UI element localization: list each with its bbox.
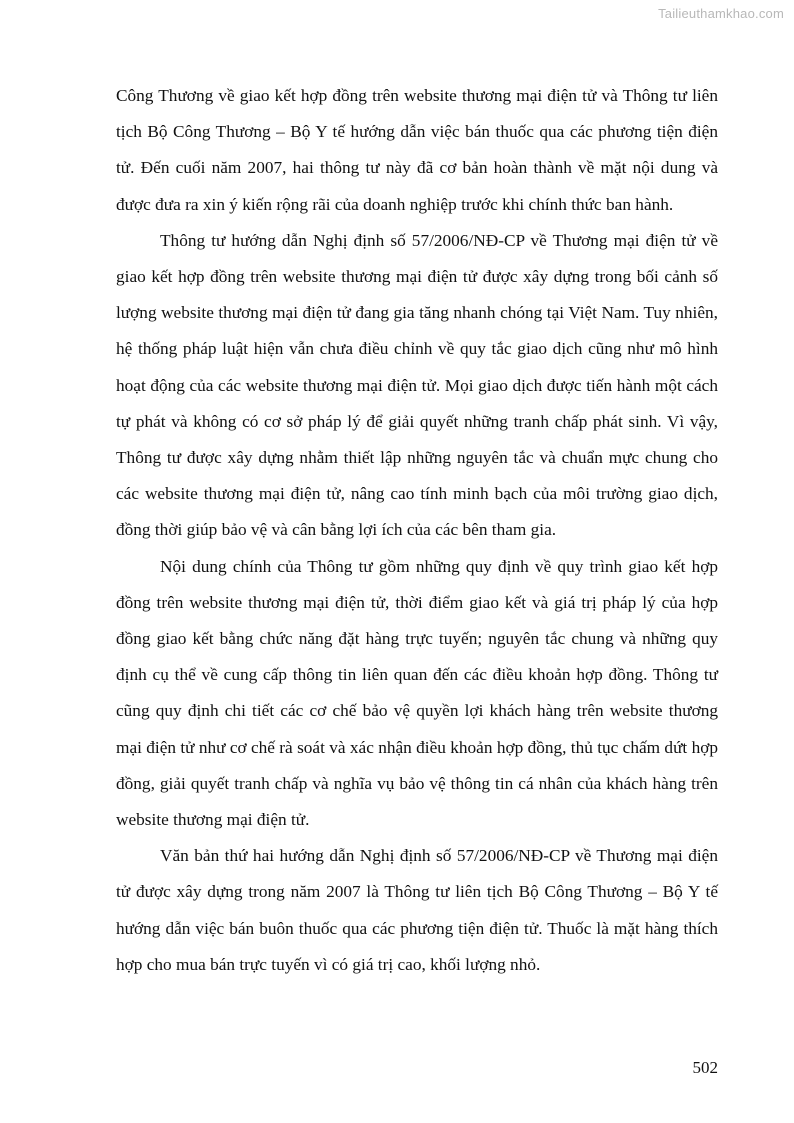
paragraph-continuation: Công Thương về giao kết hợp đồng trên website thương mại điện tử và Thông tư liên tịch Bộ Công Thương – Bộ Y tế hướng dẫn việc bán thuốc qua các phương tiện điện tử. Đến cuối năm 2007, hai thông tư này đã cơ bản hoàn thành về mặt nội dung và được đưa ra xin ý kiến rộng rãi của doanh nghiệp trước khi chính thức ban hành. (116, 86, 718, 214)
page-number: 502 (692, 1058, 718, 1077)
paragraph-circular-background: Thông tư hướng dẫn Nghị định số 57/2006/NĐ-CP về Thương mại điện tử về giao kết hợp đồng trên website thương mại điện tử được xây dựng trong bối cảnh số lượng website thương mại điện tử đang gia tăng nhanh chóng tại Việt Nam. Tuy nhiên, hệ thống pháp luật hiện vẫn chưa điều chỉnh về quy tắc giao dịch cũng như mô hình hoạt động của các website thương mại điện tử. Mọi giao dịch được tiến hành một cách tự phát và không có cơ sở pháp lý để giải quyết những tranh chấp phát sinh. Vì vậy, Thông tư được xây dựng nhằm thiết lập những nguyên tắc và chuẩn mực chung cho các website thương mại điện tử, nâng cao tính minh bạch của môi trường giao dịch, đồng thời giúp bảo vệ và cân bằng lợi ích của các bên tham gia. (116, 230, 718, 540)
body-text (116, 78, 718, 983)
watermark: Tailieuthamkhao.com (658, 6, 784, 21)
paragraph-second-document: Văn bản thứ hai hướng dẫn Nghị định số 57/2006/NĐ-CP về Thương mại điện tử được xây dựng trong năm 2007 là Thông tư liên tịch Bộ Công Thương – Bộ Y tế hướng dẫn việc bán buôn thuốc qua các phương tiện điện tử. Thuốc là mặt hàng thích hợp cho mua bán trực tuyến vì có giá trị cao, khối lượng nhỏ. (116, 846, 718, 974)
paragraph-circular-content: Nội dung chính của Thông tư gồm những quy định về quy trình giao kết hợp đồng trên website thương mại điện tử, thời điểm giao kết và giá trị pháp lý của hợp đồng giao kết bằng chức năng đặt hàng trực tuyến; nguyên tắc chung và những quy định cụ thể về cung cấp thông tin liên quan đến các điều khoản hợp đồng. Thông tư cũng quy định chi tiết các cơ chế bảo vệ quyền lợi khách hàng trên website thương mại điện tử như cơ chế rà soát và xác nhận điều khoản hợp đồng, thủ tục chấm dứt hợp đồng, giải quyết tranh chấp và nghĩa vụ bảo vệ thông tin cá nhân của khách hàng trên website thương mại điện tử. (116, 556, 718, 830)
